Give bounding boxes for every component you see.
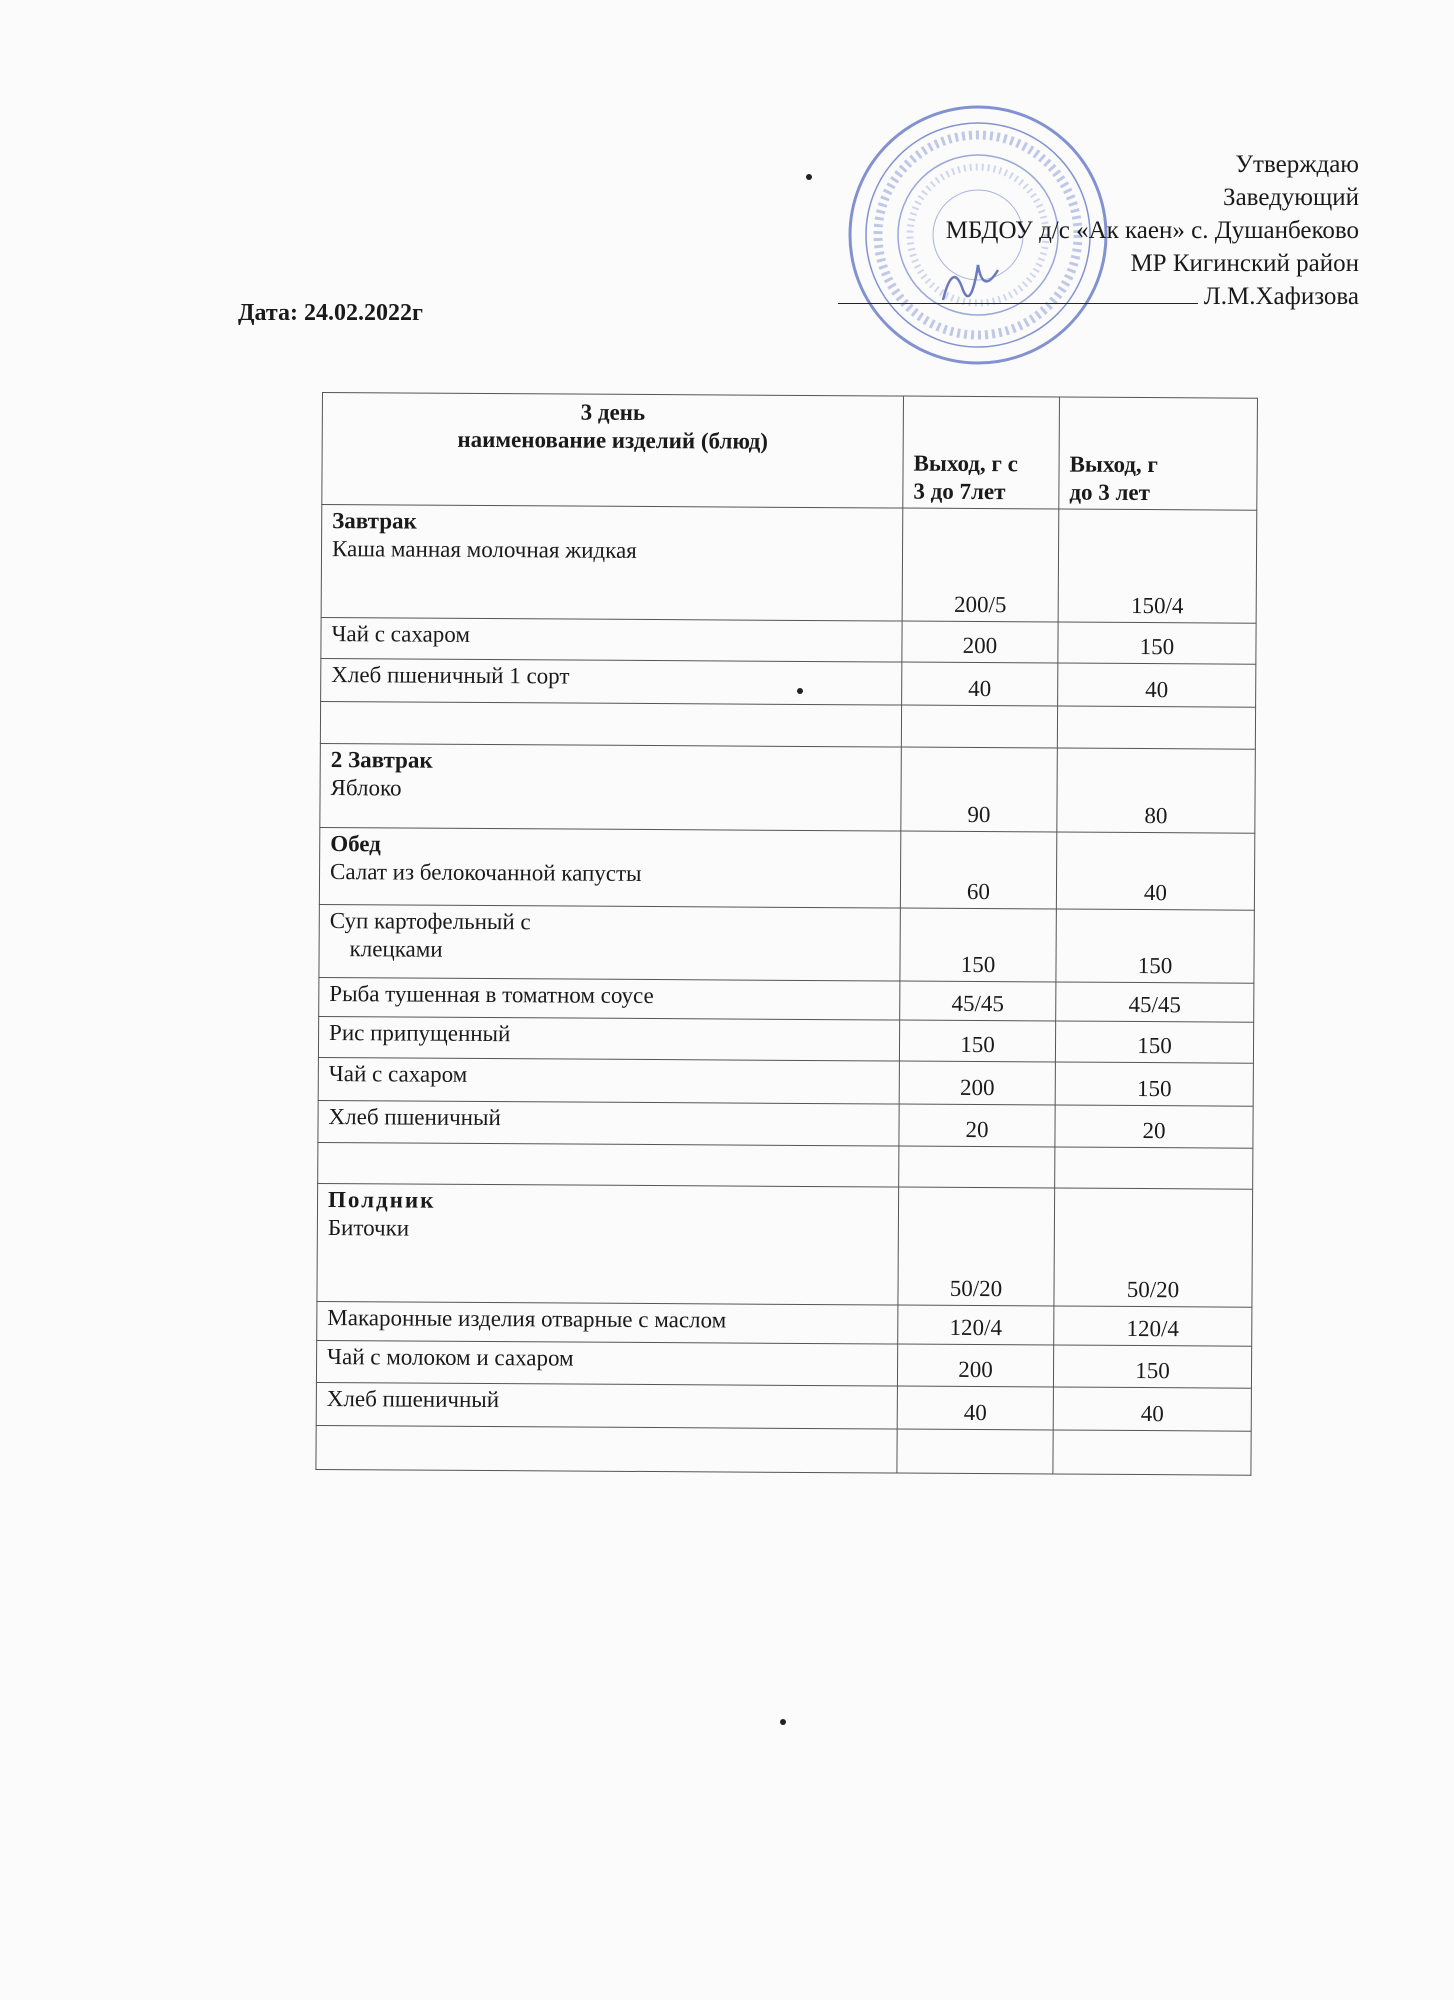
yield-under-3-cell: 120/4 xyxy=(1054,1306,1252,1346)
table-row xyxy=(320,743,1255,833)
yield-3-7-cell: 150 xyxy=(900,908,1056,982)
dish-cell xyxy=(316,1340,897,1386)
header-yield-3-7-line1: Выход, г с xyxy=(913,450,1018,477)
yield-under-3-cell: 20 xyxy=(1055,1105,1253,1148)
yield-under-3-cell: 40 xyxy=(1058,663,1256,707)
dish-name: Хлеб пшеничный xyxy=(328,1104,501,1131)
yield-3-7-cell xyxy=(901,705,1057,748)
header-yield-3-7 xyxy=(903,396,1060,509)
dish-name: Яблоко xyxy=(330,775,402,801)
dish-cell xyxy=(317,1301,898,1344)
yield-3-7-cell: 50/20 xyxy=(898,1187,1055,1306)
header-dish-name xyxy=(322,393,904,509)
yield-3-7-cell: 200 xyxy=(899,1061,1055,1105)
yield-3-7-cell: 200 xyxy=(897,1344,1053,1387)
table-row xyxy=(316,1340,1251,1388)
table-row xyxy=(318,1057,1253,1106)
yield-under-3-cell: 150/4 xyxy=(1058,509,1257,623)
meal-heading: Обед xyxy=(330,831,381,857)
dish-cell xyxy=(318,1142,899,1187)
dish-cell xyxy=(319,827,900,908)
yield-under-3-cell: 45/45 xyxy=(1056,982,1254,1022)
yield-3-7-cell: 90 xyxy=(901,747,1058,832)
dish-name: Рыба тушенная в томатном соусе xyxy=(329,981,654,1009)
meal-heading: 2 Завтрак xyxy=(330,747,433,773)
scan-speck xyxy=(780,1719,786,1725)
approval-title: Утверждаю xyxy=(1235,151,1359,178)
table-row xyxy=(318,1100,1253,1148)
table-header-row xyxy=(322,393,1258,511)
table-row xyxy=(319,904,1254,983)
dish-name: Чай с сахаром xyxy=(331,621,471,647)
scan-speck xyxy=(806,174,812,180)
table-row xyxy=(319,827,1254,910)
menu-table xyxy=(315,392,1258,1476)
yield-under-3-cell: 40 xyxy=(1053,1387,1251,1431)
dish-name: Каша манная молочная жидкая xyxy=(331,536,637,563)
yield-under-3-cell: 80 xyxy=(1057,748,1256,833)
dish-cell xyxy=(321,617,902,662)
yield-under-3-cell: 150 xyxy=(1055,1021,1253,1063)
dish-name: Макаронные изделия отварные с маслом xyxy=(327,1305,727,1333)
table-row xyxy=(321,617,1256,664)
yield-3-7-cell: 150 xyxy=(899,1020,1055,1062)
yield-3-7-cell xyxy=(897,1429,1053,1474)
yield-under-3-cell: 150 xyxy=(1053,1345,1251,1388)
dish-cell xyxy=(316,1382,897,1429)
approval-block xyxy=(838,148,1359,313)
dish-cell xyxy=(318,1016,899,1061)
dish-name: Чай с молоком и сахаром xyxy=(327,1344,574,1371)
dish-name: Хлеб пшеничный 1 сорт xyxy=(331,662,570,689)
document-date: Дата: 24.02.2022г xyxy=(238,300,423,326)
signature-line xyxy=(838,283,1198,304)
yield-3-7-cell: 200 xyxy=(902,621,1058,663)
header-yield-under-3 xyxy=(1059,397,1258,510)
dish-name: Биточки xyxy=(327,1215,410,1241)
yield-under-3-cell: 40 xyxy=(1056,832,1254,910)
dish-name: Чай с сахаром xyxy=(328,1061,468,1087)
header-yield-under-3-line1: Выход, г xyxy=(1069,451,1158,478)
dish-cell xyxy=(320,701,901,747)
dish-cell xyxy=(321,505,903,622)
dish-cell xyxy=(320,743,902,831)
dish-cell xyxy=(317,1183,899,1305)
table-row xyxy=(317,1183,1253,1307)
meal-heading: Полдник xyxy=(327,1187,436,1213)
approval-organization: МБДОУ д/с «Ак каен» с. Душанбеково xyxy=(945,217,1359,244)
yield-3-7-cell: 20 xyxy=(899,1104,1055,1147)
table-row xyxy=(316,1425,1251,1475)
table-row xyxy=(320,701,1255,749)
dish-cell xyxy=(319,977,900,1020)
yield-3-7-cell xyxy=(899,1146,1055,1188)
dish-cell xyxy=(321,658,902,705)
yield-3-7-cell: 45/45 xyxy=(900,981,1056,1021)
dish-name-continued: клецками xyxy=(349,936,443,962)
dish-cell xyxy=(318,1100,899,1146)
table-row xyxy=(321,658,1256,707)
yield-3-7-cell: 40 xyxy=(897,1386,1053,1430)
dish-name: Хлеб пшеничный xyxy=(326,1386,500,1413)
dish-name: Салат из белокочанной капусты xyxy=(329,859,642,886)
approval-position: Заведующий xyxy=(1223,184,1359,211)
dish-cell xyxy=(318,1057,899,1104)
yield-under-3-cell: 50/20 xyxy=(1054,1188,1253,1307)
header-day: 3 день xyxy=(580,399,646,425)
header-yield-3-7-line2: 3 до 7лет xyxy=(913,478,1006,505)
yield-under-3-cell xyxy=(1057,706,1255,749)
header-yield-under-3-line2: до 3 лет xyxy=(1069,479,1151,506)
dish-cell xyxy=(316,1425,897,1473)
table-row xyxy=(318,1016,1253,1063)
yield-under-3-cell: 150 xyxy=(1058,622,1256,664)
approval-district: МР Кигинский район xyxy=(1130,250,1359,277)
yield-3-7-cell: 120/4 xyxy=(898,1305,1054,1345)
meal-heading: Завтрак xyxy=(332,508,417,534)
yield-under-3-cell xyxy=(1055,1147,1253,1189)
table-row xyxy=(316,1382,1251,1431)
yield-3-7-cell: 60 xyxy=(900,831,1056,909)
yield-under-3-cell xyxy=(1053,1430,1251,1475)
yield-under-3-cell: 150 xyxy=(1055,1062,1253,1106)
dish-name: Рис припущенный xyxy=(329,1020,511,1047)
header-dish-label: наименование изделий (блюд) xyxy=(457,426,769,454)
dish-cell xyxy=(319,904,900,981)
table-row xyxy=(321,505,1257,624)
yield-3-7-cell: 200/5 xyxy=(902,508,1059,622)
approval-signer: Л.М.Хафизова xyxy=(1203,283,1359,310)
dish-name: Суп картофельный с xyxy=(329,908,531,935)
table-row xyxy=(318,1142,1253,1189)
yield-3-7-cell: 40 xyxy=(902,662,1058,706)
table-row xyxy=(317,1301,1252,1346)
yield-under-3-cell: 150 xyxy=(1056,909,1254,983)
table-row xyxy=(319,977,1254,1022)
